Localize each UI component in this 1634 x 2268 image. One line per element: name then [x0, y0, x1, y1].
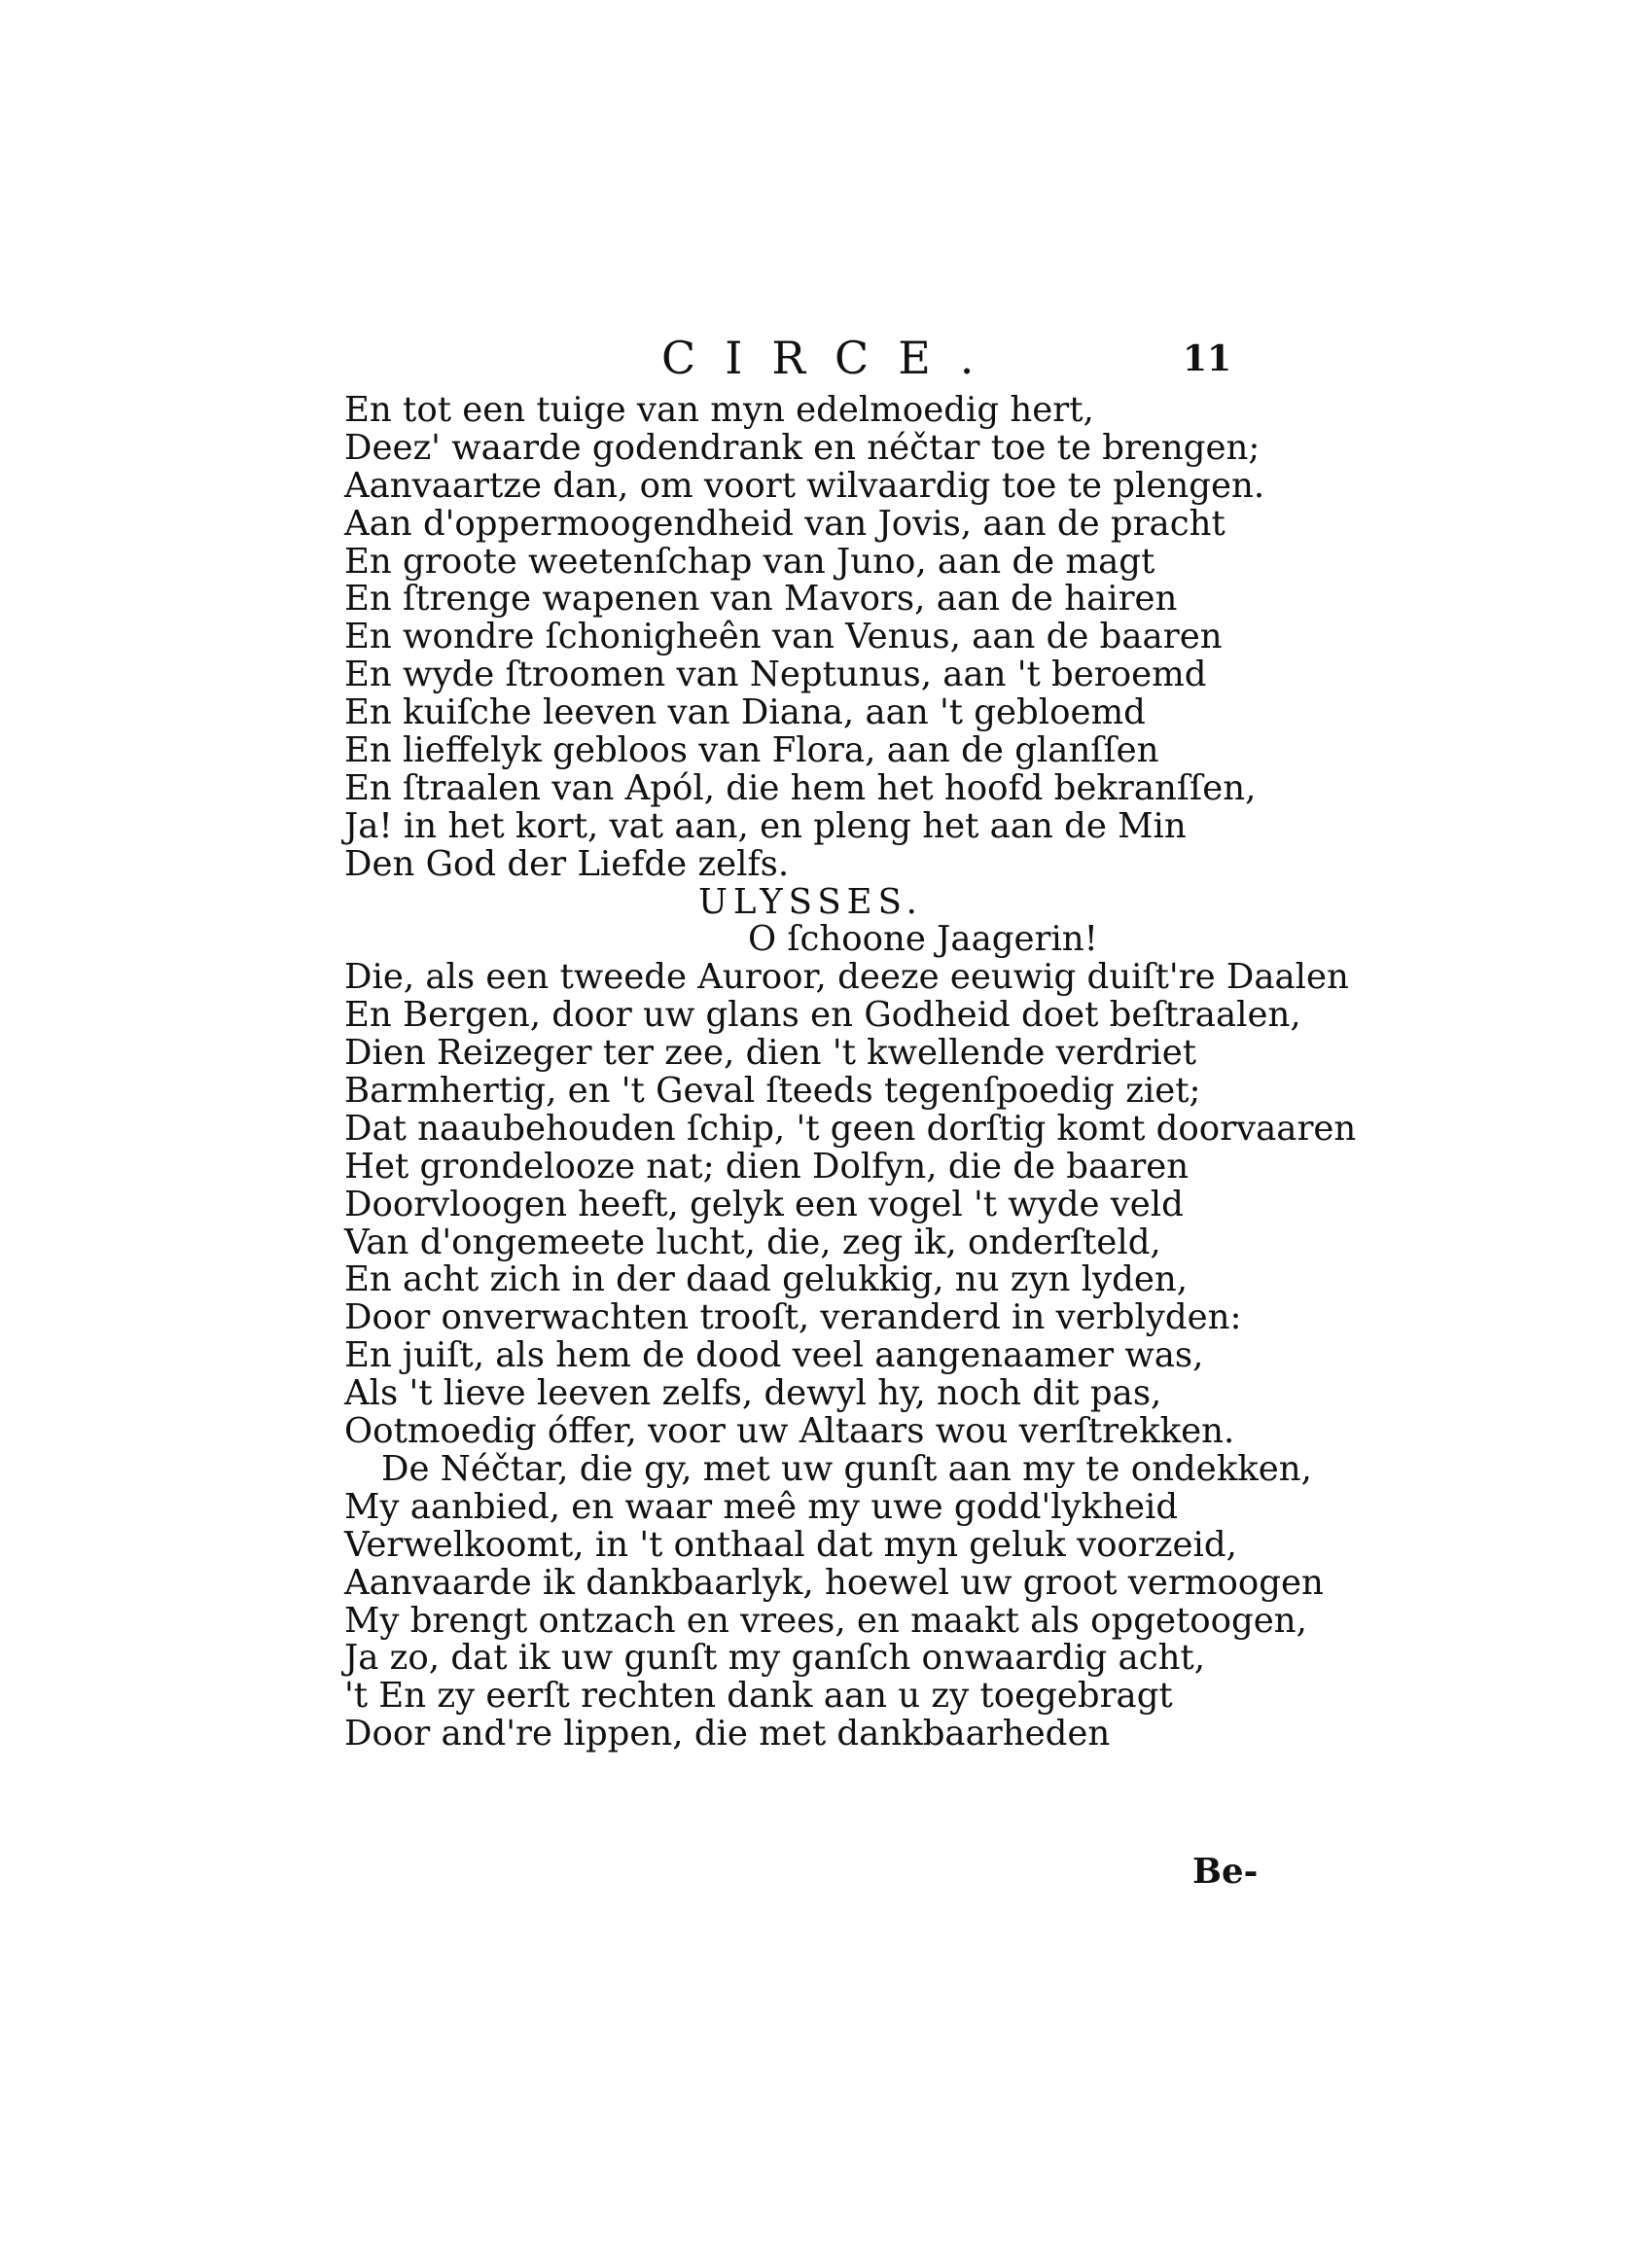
verse-line: En groote weetenſchap van Juno, aan de magt — [344, 541, 1155, 582]
verse-line: Van d'ongemeete lucht, die, zeg ik, onderſteld, — [344, 1222, 1161, 1262]
verse-text — [344, 390, 1357, 1754]
verse-line: Door and're lippen, die met dankbaarheden — [344, 1714, 1111, 1754]
page-header — [0, 329, 1634, 387]
verse-line: Ja! in het kort, vat aan, en pleng het aan de Min — [344, 805, 1187, 846]
verse-line: Dien Reizeger ter zee, dien 't kwellende verdriet — [344, 1033, 1196, 1074]
verse-line: O ſchoone Jaagerin! — [748, 919, 1098, 960]
verse-line: Den God der Liefde zelfs. — [344, 843, 790, 884]
verse-line: Doorvloogen heeft, gelyk een vogel 't wyde veld — [344, 1184, 1184, 1224]
verse-line: En Bergen, door uw glans en Godheid doet beſtraalen, — [344, 995, 1301, 1036]
verse-line: Deez' waarde godendrank en néčtar toe te brengen; — [344, 427, 1261, 468]
verse-line: Ja zo, dat ik uw gunſt my ganſch onwaardig acht, — [344, 1638, 1205, 1679]
verse-line: En acht zich in der daad gelukkig, nu zyn lyden, — [344, 1259, 1188, 1300]
verse-line: En kuiſche leeven van Diana, aan 't gebloemd — [344, 692, 1146, 733]
verse-line: De Néčtar, die gy, met uw gunſt aan my te ondekken, — [381, 1448, 1312, 1489]
verse-line: My brengt ontzach en vrees, en maakt als opgetoogen, — [344, 1600, 1307, 1641]
verse-line: 't En zy eerſt rechten dank aan u zy toegebragt — [344, 1676, 1173, 1717]
verse-line: En tot een tuige van myn edelmoedig hert, — [344, 390, 1094, 430]
verse-line: Als 't lieve leeven zelfs, dewyl hy, noch dit pas, — [344, 1373, 1162, 1414]
verse-line: My aanbied, en waar meê my uwe godd'lykheid — [344, 1486, 1179, 1527]
verse-line: Barmhertig, en 't Geval ſteeds tegenſpoedig ziet; — [344, 1071, 1201, 1112]
verse-line: En wondre ſchonigheên van Venus, aan de baaren — [344, 617, 1223, 657]
verse-line: En ſtrenge wapenen van Mavors, aan de hairen — [344, 579, 1178, 620]
verse-line: Ootmoedig óffer, voor uw Altaars wou verſtrekken. — [344, 1411, 1235, 1452]
verse-line: Die, als een tweede Auroor, deeze eeuwig duiſt're Daalen — [344, 957, 1349, 998]
speaker-name: ULYSSES. — [698, 881, 923, 922]
running-title: CIRCE. — [661, 332, 1004, 384]
verse-line: En juiſt, als hem de dood veel aangenaamer was, — [344, 1335, 1204, 1376]
verse-line: Aan d'oppermoogendheid van Jovis, aan de pracht — [344, 503, 1226, 544]
verse-line: En wyde ſtroomen van Neptunus, aan 't beroemd — [344, 655, 1207, 695]
verse-line: Het grondelooze nat; dien Dolfyn, die de baaren — [344, 1146, 1190, 1187]
verse-line: En ſtraalen van Apól, die hem het hoofd bekranſſen, — [344, 767, 1257, 808]
verse-line: Door onverwachten trooſt, veranderd in verblyden: — [344, 1297, 1242, 1338]
page-number: 11 — [1183, 338, 1232, 379]
verse-line: En lieffelyk gebloos van Flora, aan de glanſſen — [344, 730, 1159, 771]
verse-line: Aanvaarde ik dankbaarlyk, hoewel uw groot vermoogen — [344, 1562, 1324, 1603]
verse-line: Verwelkoomt, in 't onthaal dat myn geluk voorzeid, — [344, 1524, 1237, 1565]
catchword: Be- — [1192, 1852, 1259, 1892]
verse-line: Dat naaubehouden ſchip, 't geen dorſtig komt doorvaaren — [344, 1108, 1357, 1149]
verse-line: Aanvaartze dan, om voort wilvaardig toe te plengen. — [344, 465, 1265, 506]
